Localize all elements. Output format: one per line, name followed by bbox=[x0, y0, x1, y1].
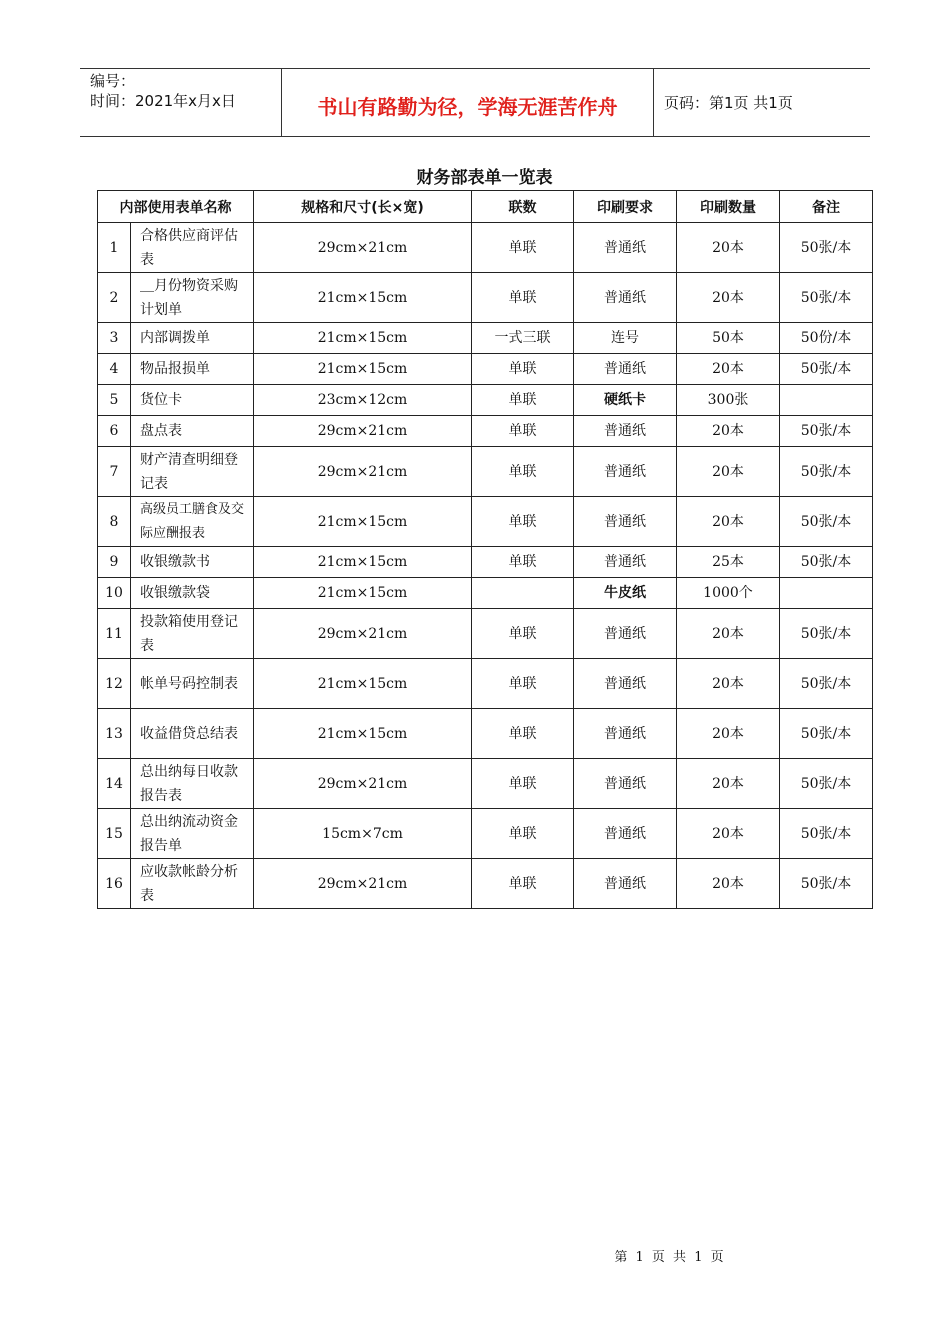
row-print-requirement: 牛皮纸 bbox=[574, 578, 677, 609]
row-quantity: 20本 bbox=[677, 859, 780, 909]
document-title: 财务部表单一览表 bbox=[416, 168, 553, 188]
row-quantity: 300张 bbox=[677, 385, 780, 416]
row-print-requirement: 普通纸 bbox=[574, 709, 677, 759]
row-number: 7 bbox=[98, 447, 131, 497]
row-form-name: ＿月份物资采购计划单 bbox=[131, 273, 254, 323]
row-number: 4 bbox=[98, 354, 131, 385]
row-print-requirement: 普通纸 bbox=[574, 659, 677, 709]
row-copies: 单联 bbox=[472, 223, 574, 273]
row-size: 21cm×15cm bbox=[254, 709, 472, 759]
row-quantity: 20本 bbox=[677, 273, 780, 323]
row-number: 9 bbox=[98, 547, 131, 578]
row-quantity: 20本 bbox=[677, 223, 780, 273]
row-number: 5 bbox=[98, 385, 131, 416]
row-print-requirement: 普通纸 bbox=[574, 859, 677, 909]
time-label: 时间：2021年x月x日 bbox=[90, 92, 236, 110]
row-form-name: 财产清查明细登记表 bbox=[131, 447, 254, 497]
row-note: 50张/本 bbox=[780, 547, 873, 578]
row-quantity: 20本 bbox=[677, 759, 780, 809]
row-size: 29cm×21cm bbox=[254, 759, 472, 809]
header-left bbox=[80, 69, 281, 136]
row-print-requirement: 普通纸 bbox=[574, 447, 677, 497]
page-header bbox=[80, 68, 870, 137]
row-number: 11 bbox=[98, 609, 131, 659]
table-row bbox=[98, 709, 873, 759]
table-row bbox=[98, 497, 873, 547]
row-copies bbox=[472, 578, 574, 609]
row-size: 21cm×15cm bbox=[254, 273, 472, 323]
row-form-name: 盘点表 bbox=[131, 416, 254, 447]
col-header-note: 备注 bbox=[780, 191, 873, 223]
row-form-name: 合格供应商评估表 bbox=[131, 223, 254, 273]
col-header-copies: 联数 bbox=[472, 191, 574, 223]
row-number: 14 bbox=[98, 759, 131, 809]
table-row bbox=[98, 578, 873, 609]
row-print-requirement: 普通纸 bbox=[574, 497, 677, 547]
row-form-name: 总出纳流动资金报告单 bbox=[131, 809, 254, 859]
row-number: 12 bbox=[98, 659, 131, 709]
row-number: 8 bbox=[98, 497, 131, 547]
row-note: 50张/本 bbox=[780, 416, 873, 447]
row-quantity: 20本 bbox=[677, 354, 780, 385]
row-size: 29cm×21cm bbox=[254, 609, 472, 659]
row-quantity: 1000个 bbox=[677, 578, 780, 609]
row-quantity: 20本 bbox=[677, 497, 780, 547]
row-number: 16 bbox=[98, 859, 131, 909]
col-header-qty: 印刷数量 bbox=[677, 191, 780, 223]
row-note: 50张/本 bbox=[780, 759, 873, 809]
table-row bbox=[98, 354, 873, 385]
row-size: 29cm×21cm bbox=[254, 859, 472, 909]
row-quantity: 20本 bbox=[677, 809, 780, 859]
row-form-name: 投款箱使用登记表 bbox=[131, 609, 254, 659]
table-row bbox=[98, 273, 873, 323]
row-size: 21cm×15cm bbox=[254, 547, 472, 578]
row-size: 29cm×21cm bbox=[254, 447, 472, 497]
row-copies: 一式三联 bbox=[472, 323, 574, 354]
row-number: 15 bbox=[98, 809, 131, 859]
motto: 书山有路勤为径，学海无涯苦作舟 bbox=[281, 69, 654, 136]
row-form-name: 总出纳每日收款报告表 bbox=[131, 759, 254, 809]
row-note: 50张/本 bbox=[780, 609, 873, 659]
row-number: 3 bbox=[98, 323, 131, 354]
row-copies: 单联 bbox=[472, 416, 574, 447]
row-form-name: 收银缴款书 bbox=[131, 547, 254, 578]
table-row bbox=[98, 223, 873, 273]
row-quantity: 20本 bbox=[677, 659, 780, 709]
row-copies: 单联 bbox=[472, 659, 574, 709]
row-form-name: 收银缴款袋 bbox=[131, 578, 254, 609]
row-size: 29cm×21cm bbox=[254, 416, 472, 447]
row-form-name: 应收款帐龄分析表 bbox=[131, 859, 254, 909]
row-copies: 单联 bbox=[472, 547, 574, 578]
forms-table bbox=[97, 190, 873, 909]
row-number: 2 bbox=[98, 273, 131, 323]
row-size: 21cm×15cm bbox=[254, 323, 472, 354]
row-note: 50张/本 bbox=[780, 354, 873, 385]
row-quantity: 20本 bbox=[677, 447, 780, 497]
row-copies: 单联 bbox=[472, 859, 574, 909]
row-note: 50张/本 bbox=[780, 273, 873, 323]
page-footer: 第 1 页 共 1 页 bbox=[614, 1250, 726, 1265]
row-note: 50张/本 bbox=[780, 497, 873, 547]
table-row bbox=[98, 547, 873, 578]
row-number: 10 bbox=[98, 578, 131, 609]
row-note: 50张/本 bbox=[780, 809, 873, 859]
row-print-requirement: 普通纸 bbox=[574, 759, 677, 809]
table-row bbox=[98, 609, 873, 659]
table-header-row bbox=[98, 191, 873, 223]
row-number: 13 bbox=[98, 709, 131, 759]
row-note: 50张/本 bbox=[780, 447, 873, 497]
row-note bbox=[780, 578, 873, 609]
page-label: 页码：第1页 共1页 bbox=[664, 94, 793, 112]
table-row bbox=[98, 659, 873, 709]
row-copies: 单联 bbox=[472, 759, 574, 809]
row-number: 6 bbox=[98, 416, 131, 447]
row-note: 50张/本 bbox=[780, 659, 873, 709]
row-print-requirement: 普通纸 bbox=[574, 273, 677, 323]
row-print-requirement: 普通纸 bbox=[574, 609, 677, 659]
row-copies: 单联 bbox=[472, 354, 574, 385]
row-form-name: 物品报损单 bbox=[131, 354, 254, 385]
col-header-size: 规格和尺寸(长×宽) bbox=[254, 191, 472, 223]
row-size: 15cm×7cm bbox=[254, 809, 472, 859]
row-form-name: 货位卡 bbox=[131, 385, 254, 416]
row-copies: 单联 bbox=[472, 809, 574, 859]
row-print-requirement: 连号 bbox=[574, 323, 677, 354]
table-row bbox=[98, 385, 873, 416]
row-quantity: 25本 bbox=[677, 547, 780, 578]
table-row bbox=[98, 416, 873, 447]
col-header-name: 内部使用表单名称 bbox=[98, 191, 254, 223]
row-form-name: 帐单号码控制表 bbox=[131, 659, 254, 709]
row-print-requirement: 硬纸卡 bbox=[574, 385, 677, 416]
row-size: 23cm×12cm bbox=[254, 385, 472, 416]
row-print-requirement: 普通纸 bbox=[574, 223, 677, 273]
row-note: 50张/本 bbox=[780, 223, 873, 273]
row-quantity: 50本 bbox=[677, 323, 780, 354]
row-quantity: 20本 bbox=[677, 709, 780, 759]
row-copies: 单联 bbox=[472, 709, 574, 759]
row-size: 21cm×15cm bbox=[254, 354, 472, 385]
row-number: 1 bbox=[98, 223, 131, 273]
col-header-print: 印刷要求 bbox=[574, 191, 677, 223]
number-label: 编号： bbox=[90, 72, 136, 90]
row-form-name: 高级员工膳食及交际应酬报表 bbox=[131, 497, 254, 547]
row-print-requirement: 普通纸 bbox=[574, 354, 677, 385]
row-size: 21cm×15cm bbox=[254, 497, 472, 547]
row-print-requirement: 普通纸 bbox=[574, 547, 677, 578]
table-row bbox=[98, 759, 873, 809]
row-form-name: 内部调拨单 bbox=[131, 323, 254, 354]
row-copies: 单联 bbox=[472, 447, 574, 497]
table-row bbox=[98, 447, 873, 497]
row-print-requirement: 普通纸 bbox=[574, 416, 677, 447]
row-note: 50份/本 bbox=[780, 323, 873, 354]
table-row bbox=[98, 323, 873, 354]
row-copies: 单联 bbox=[472, 273, 574, 323]
row-quantity: 20本 bbox=[677, 609, 780, 659]
row-copies: 单联 bbox=[472, 609, 574, 659]
row-size: 21cm×15cm bbox=[254, 578, 472, 609]
row-note: 50张/本 bbox=[780, 859, 873, 909]
row-size: 21cm×15cm bbox=[254, 659, 472, 709]
row-note bbox=[780, 385, 873, 416]
table-body bbox=[98, 223, 873, 909]
row-quantity: 20本 bbox=[677, 416, 780, 447]
row-size: 29cm×21cm bbox=[254, 223, 472, 273]
table-row bbox=[98, 859, 873, 909]
row-copies: 单联 bbox=[472, 385, 574, 416]
row-note: 50张/本 bbox=[780, 709, 873, 759]
row-copies: 单联 bbox=[472, 497, 574, 547]
row-print-requirement: 普通纸 bbox=[574, 809, 677, 859]
row-form-name: 收益借贷总结表 bbox=[131, 709, 254, 759]
table-row bbox=[98, 809, 873, 859]
